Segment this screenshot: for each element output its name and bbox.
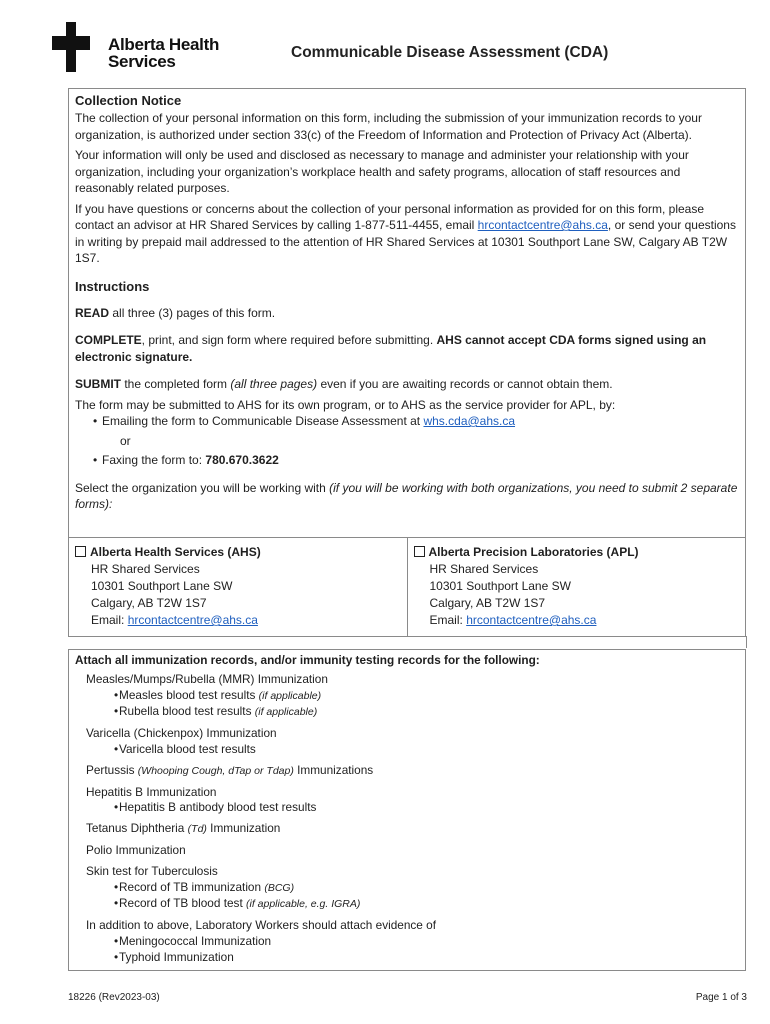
logo-wordmark: Alberta Health Services — [108, 35, 220, 71]
or-separator: or — [120, 433, 131, 448]
list-item: Pertussis (Whooping Cough, dTap or Tdap) Immunizations — [86, 762, 374, 777]
org-ahs-name: Alberta Health Services (AHS) — [90, 545, 261, 559]
collection-paragraph-2: Your information will only be used and disclosed as necessary to manage and administer your relationship with your organization, including your organization’s workplace health and safety programs, allocation of staff resources and reasonably related purposes. — [75, 148, 689, 195]
attachments-box — [68, 649, 746, 971]
org-ahs-dept: HR Shared Services — [91, 562, 200, 576]
list-item: Hepatitis B Immunization • Hepatitis B antibody blood test results — [75, 785, 739, 817]
org-apl-dept: HR Shared Services — [429, 562, 539, 576]
org-ahs-street: 10301 Southport Lane SW — [91, 579, 233, 593]
org-ahs-city: Calgary, AB T2W 1S7 — [91, 596, 207, 610]
collection-paragraph-3: If you have questions or concerns about the collection of your personal information as provided for on this form, please contact an advisor at HR Shared Services by calling 1-877-511-4455, email hrcontactcentre@ahs.ca, or send your questions in writing by prepaid mail addressed to the attention of HR Shared Services at 10301 Southport Lane SW, Calgary AB T2W 1S7. — [75, 201, 736, 265]
submission-methods-intro: The form may be submitted to AHS for its own program, or to AHS as the service provider for APL, by: — [75, 397, 616, 412]
ahs-checkbox[interactable] — [75, 546, 86, 557]
collection-notice-heading: Collection Notice — [75, 93, 182, 108]
ahs-logo-icon — [52, 22, 104, 74]
org-ahs-email: Email: hrcontactcentre@ahs.ca — [91, 613, 258, 627]
org-apl-email-link[interactable]: hrcontactcentre@ahs.ca — [466, 613, 597, 627]
apl-checkbox[interactable] — [414, 546, 425, 557]
complete-instruction: COMPLETE, print, and sign form where required before submitting. AHS cannot accept CDA forms signed using an electronic signature. — [75, 333, 707, 364]
email-submission-item: • Emailing the form to Communicable Disease Assessment at whs.cda@ahs.ca — [75, 413, 739, 430]
org-ahs-email-link[interactable]: hrcontactcentre@ahs.ca — [127, 613, 258, 627]
org-option-apl — [407, 538, 746, 636]
list-item: Skin test for Tuberculosis • Record of TB immunization (BCG) • Record of TB blood test (if applicable, e.g. IGRA) — [75, 864, 739, 913]
cda-email-link[interactable]: whs.cda@ahs.ca — [423, 414, 516, 428]
org-apl-name: Alberta Precision Laboratories (APL) — [428, 545, 639, 559]
instructions-heading: Instructions — [75, 278, 150, 294]
org-ahs-checkbox-row[interactable] — [75, 544, 401, 561]
read-instruction: READ all three (3) pages of this form. — [75, 305, 276, 320]
page-number: Page 1 of 3 — [695, 992, 747, 1003]
list-item: Tetanus Diphtheria (Td) Immunization — [86, 821, 281, 836]
hr-email-link[interactable]: hrcontactcentre@ahs.ca — [477, 218, 608, 232]
form-number: 18226 (Rev2023-03) — [68, 992, 160, 1003]
organization-selection — [68, 537, 746, 637]
divider — [746, 636, 747, 648]
page-title: Communicable Disease Assessment (CDA) — [291, 44, 609, 61]
list-item: Measles/Mumps/Rubella (MMR) Immunization • Measles blood test results (if applicable) • Rubella blood test results (if applicable) — [75, 672, 739, 721]
org-apl-checkbox-row[interactable] — [414, 544, 740, 561]
fax-submission-item: • Faxing the form to: 780.670.3622 — [75, 452, 739, 469]
org-apl-street: 10301 Southport Lane SW — [429, 579, 571, 593]
org-apl-email: Email: hrcontactcentre@ahs.ca — [429, 613, 597, 627]
select-organization-text: Select the organization you will be working with (if you will be working with both organizations, you need to submit 2 separate forms): — [75, 480, 738, 511]
submit-instruction: SUBMIT the completed form (all three pages) even if you are awaiting records or cannot obtain them. — [75, 377, 613, 391]
org-option-ahs — [69, 538, 407, 636]
collection-instructions-box — [68, 88, 746, 538]
org-apl-city: Calgary, AB T2W 1S7 — [429, 596, 546, 610]
attachments-heading: Attach all immunization records, and/or immunity testing records for the following: — [75, 653, 540, 667]
list-item: In addition to above, Laboratory Workers should attach evidence of • Meningococcal Immunization • Typhoid Immunization — [75, 918, 739, 965]
collection-paragraph-1: The collection of your personal information on this form, including the submission of your immunization records to your organization, is authorized under section 33(c) of the Freedom of Information and Protection of Privacy Act (Alberta). — [75, 111, 702, 142]
ahs-logo — [52, 22, 222, 74]
list-item: Varicella (Chickenpox) Immunization • Varicella blood test results — [75, 726, 739, 758]
list-item: Polio Immunization — [86, 842, 186, 857]
